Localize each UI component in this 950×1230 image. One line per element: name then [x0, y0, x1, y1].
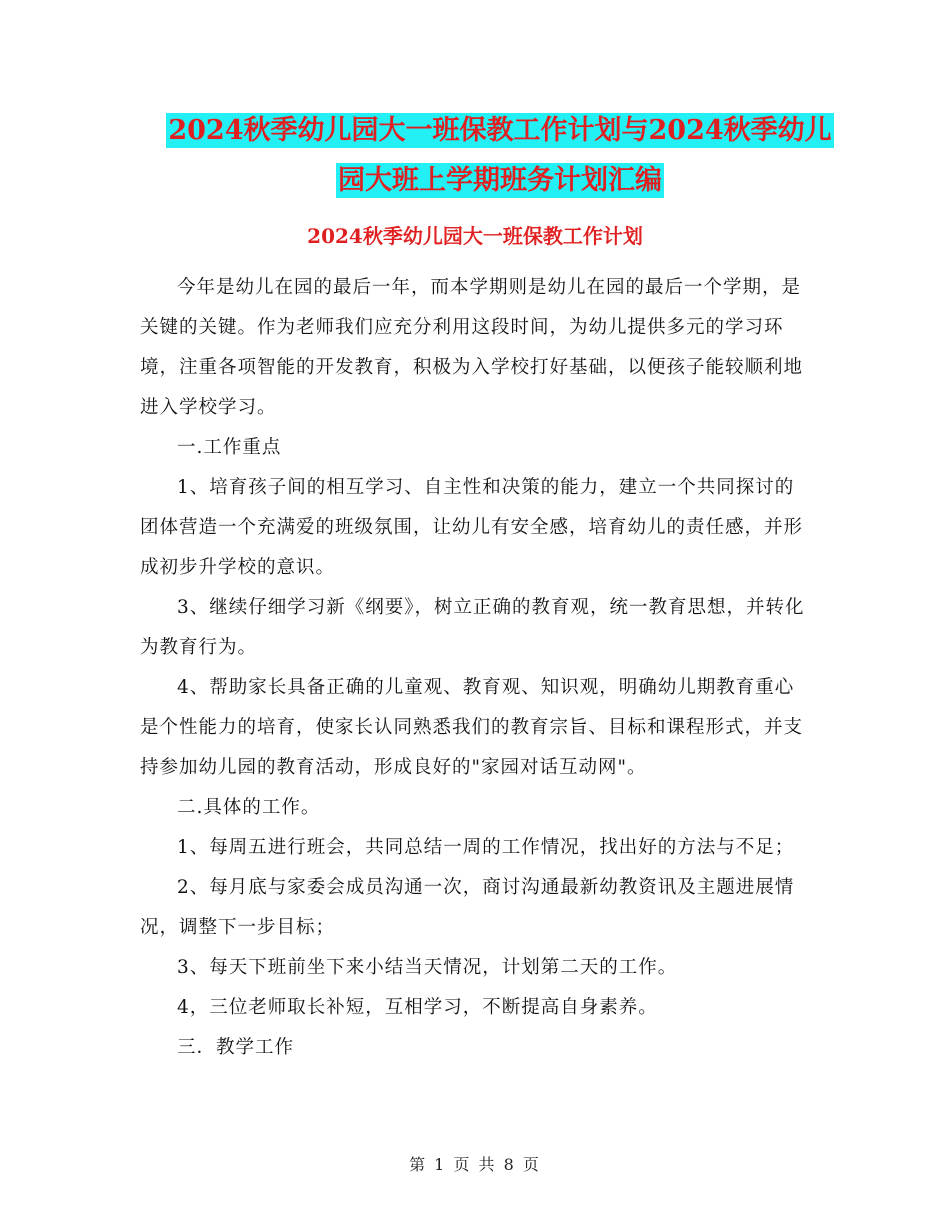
paragraph: 1、培育孩子间的相互学习、自主性和决策的能力，建立一个共同探讨的团体营造一个充满爱的班级氛围，让幼儿有安全感，培育幼儿的责任感，并形成初步升学校的意识。 [140, 477, 804, 578]
page-number-footer: 第 1 页 共 8 页 [409, 1155, 541, 1174]
paragraph: 2、每月底与家委会成员沟通一次，商讨沟通最新幼教资讯及主题进展情况，调整下一步目标； [140, 877, 795, 938]
heading-teaching-work: 三．教学工作 [177, 1037, 295, 1058]
document-body [140, 268, 812, 1068]
paragraph: 3、每天下班前坐下来小结当天情况，计划第二天的工作。 [177, 957, 678, 978]
document-title-line-1: 2024秋季幼儿园大一班保教工作计划与2024秋季幼儿 [168, 115, 832, 146]
heading-specific-work: 二.具体的工作。 [177, 797, 321, 818]
paragraph: 4、帮助家长具备正确的儿童观、教育观、知识观，明确幼儿期教育重心是个性能力的培育，使家长认同熟悉我们的教育宗旨、目标和课程形式，并支持参加幼儿园的教育活动，形成良好的"家园对话互动网"。 [140, 677, 804, 778]
document-title [140, 106, 860, 206]
paragraph: 1、每周五进行班会，共同总结一周的工作情况，找出好的方法与不足； [177, 837, 795, 858]
paragraph: 3、继续仔细学习新《纲要》，树立正确的教育观，统一教育思想，并转化为教育行为。 [140, 597, 805, 658]
section-title: 2024秋季幼儿园大一班保教工作计划 [307, 224, 643, 248]
paragraph: 4，三位老师取长补短，互相学习，不断提高自身素养。 [177, 997, 658, 1018]
paragraph: 今年是幼儿在园的最后一年，而本学期则是幼儿在园的最后一个学期，是关键的关键。作为老师我们应充分利用这段时间，为幼儿提供多元的学习环境，注重各项智能的开发教育，积极为入学校打好基础，以便孩子能较顺利地进入学校学习。 [140, 277, 804, 418]
document-title-line-2: 园大班上学期班务计划汇编 [338, 165, 662, 196]
heading-work-focus: 一.工作重点 [177, 437, 282, 458]
